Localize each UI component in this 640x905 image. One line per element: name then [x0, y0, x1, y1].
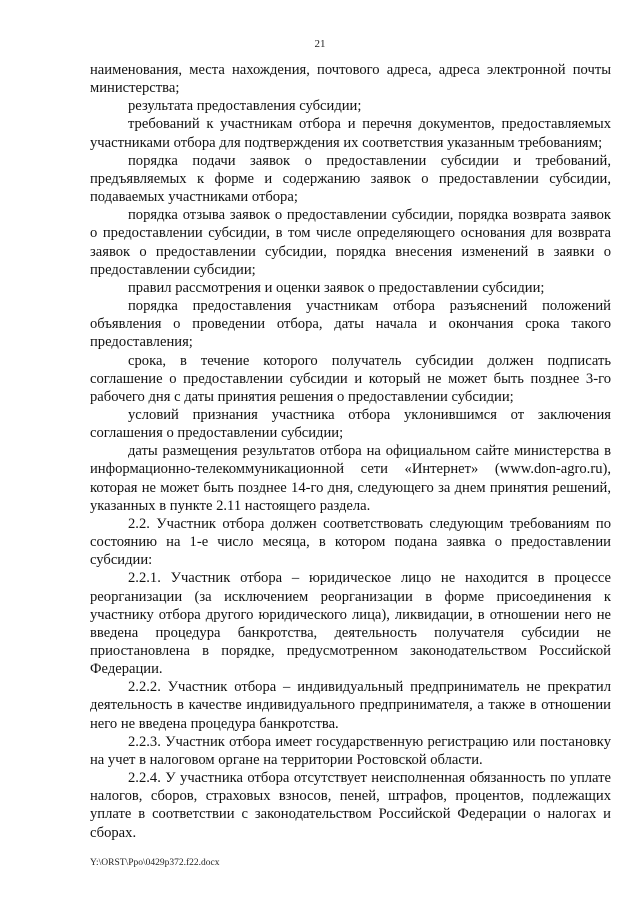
paragraph: 2.2.1. Участник отбора – юридическое лицо не находится в процессе реорганизации (за исключением реорганизации в форме присоединения к участнику отбора другого юридического лица), ликвидации, в отношении него не введена процедура банкротства, деятельность получателя субсидии не приостановлена в порядке, предусмотренном законодательством Российской Федерации. [90, 570, 611, 678]
paragraph: 2.2.3. Участник отбора имеет государственную регистрацию или постановку на учет в налоговом органе на территории Ростовской области. [90, 733, 611, 768]
paragraph: порядка отзыва заявок о предоставлении субсидии, порядка возврата заявок о предоставлении субсидии, в том числе определяющего основания для возврата заявок о предоставлении субсидии, порядка внесения изменений в заявки о предоставлении субсидии; [90, 207, 611, 278]
document-body [90, 61, 611, 842]
paragraph: 2.2. Участник отбора должен соответствовать следующим требованиям по состоянию на 1-е число месяца, в котором подана заявка о предоставлении субсидии: [90, 515, 611, 569]
paragraph: требований к участникам отбора и перечня документов, предоставляемых участниками отбора для подтверждения их соответствия указанным требованиям; [90, 116, 611, 151]
paragraph: порядка предоставления участникам отбора разъяснений положений объявления о проведении отбора, даты начала и окончания срока такого предоставления; [90, 298, 611, 351]
file-path-footer: Y:\ORST\Ppo\0429p372.f22.docx [90, 858, 220, 868]
paragraph: правил рассмотрения и оценки заявок о предоставлении субсидии; [128, 279, 545, 296]
page-number: 21 [314, 38, 326, 50]
paragraph: срока, в течение которого получатель субсидии должен подписать соглашение о предоставлении субсидии и который не может быть позднее 3-го рабочего дня с даты принятия решения о предоставлении субсидии; [90, 352, 611, 405]
paragraph: порядка подачи заявок о предоставлении субсидии и требований, предъявляемых к форме и содержанию заявок о предоставлении субсидии, подаваемых участниками отбора; [90, 152, 611, 206]
paragraph: наименования, места нахождения, почтового адреса, адреса электронной почты министерства; [90, 62, 611, 97]
paragraph: условий признания участника отбора уклонившимся от заключения соглашения о предоставлении субсидии; [90, 406, 611, 442]
paragraph: результата предоставления субсидии; [128, 98, 362, 115]
paragraph: даты размещения результатов отбора на официальном сайте министерства в информационно-телекоммуникационной сети «Интернет» (www.don-agro.ru), которая не может быть позднее 14-го дня, следующего за днем принятия решений, указанных в пункте 2.11 настоящего раздела. [90, 443, 611, 514]
paragraph: 2.2.4. У участника отбора отсутствует неисполненная обязанность по уплате налогов, сборов, страховых взносов, пеней, штрафов, процентов, подлежащих уплате в соответствии с законодательством Российской Федерации о налогах и сборах. [90, 770, 611, 841]
paragraph: 2.2.2. Участник отбора – индивидуальный предприниматель не прекратил деятельность в качестве индивидуального предпринимателя, а также в отношении него не введена процедура банкротства. [90, 679, 611, 732]
